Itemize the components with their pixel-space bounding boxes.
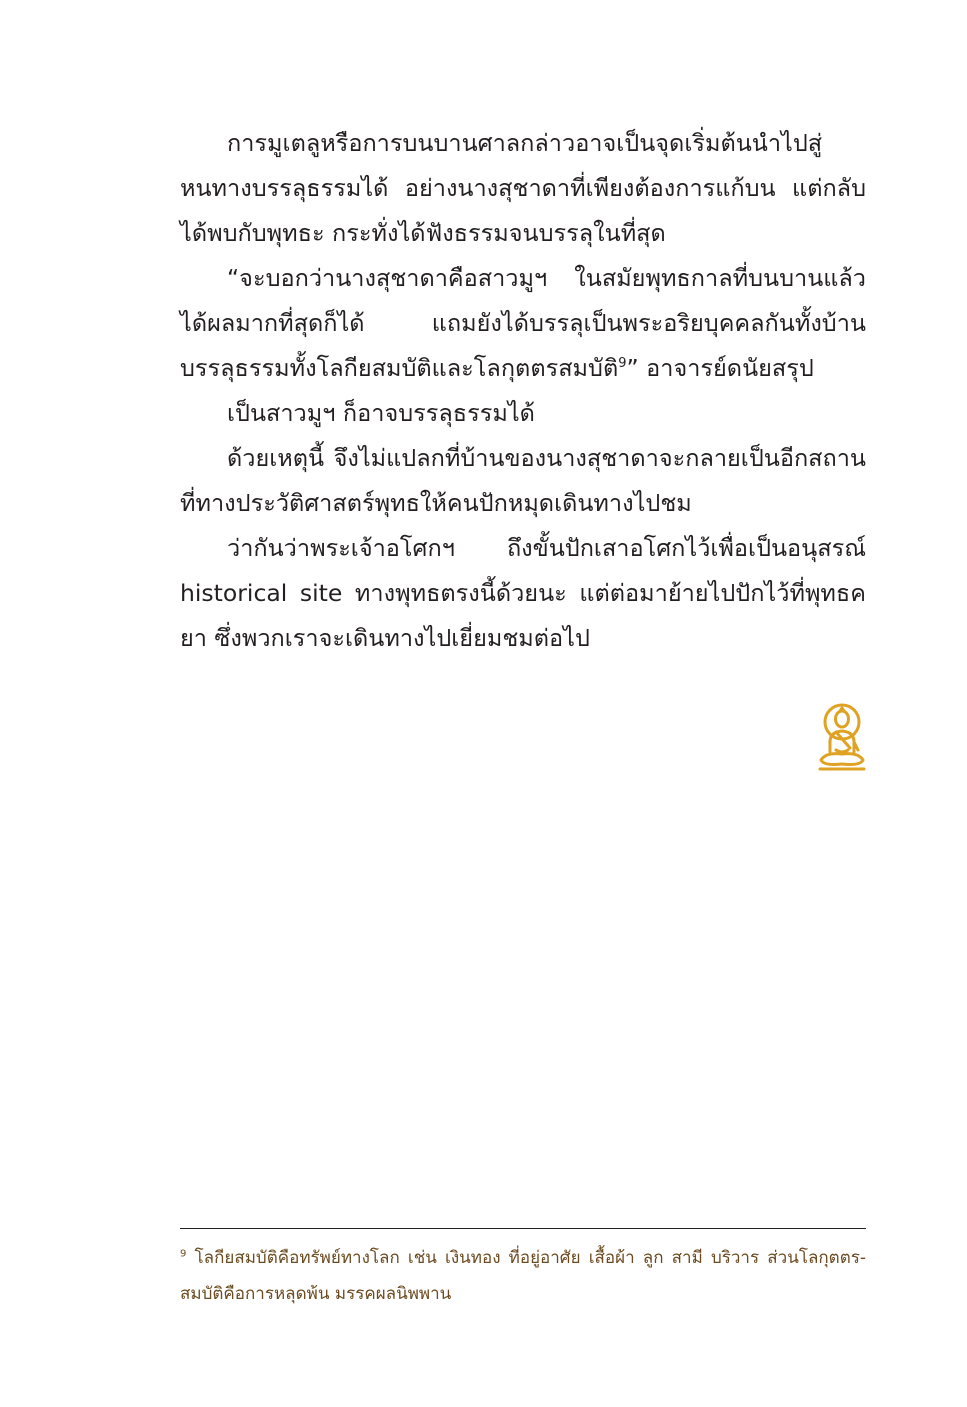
footnote-text: โลกียสมบัติคือทรัพย์ทางโลก เช่น เงินทอง ที่อยู่อาศัย เสื้อผ้า ลูก สามี บริวาร ส่วนโลกุตตร-สมบัติคือการหลุดพ้น มรรคผลนิพพาน: [180, 1248, 866, 1304]
footnote: [180, 1240, 866, 1312]
footnote-reference: 9: [618, 356, 627, 372]
footnote-number: 9: [180, 1248, 187, 1260]
seated-buddha-icon: [816, 702, 868, 772]
paragraph-5: ว่ากันว่าพระเจ้าอโศกฯ ถึงขั้นปักเสาอโศกไว้เพื่อเป็นอนุสรณ์ historical site ทางพุทธตรงนี้ด้วยนะ แต่ต่อมาย้ายไปปักไว้ที่พุทธคยา ซึ่งพวกเราจะเดินทางไปเยี่ยมชมต่อไป: [180, 534, 866, 652]
paragraph-3: เป็นสาวมูฯ ก็อาจบรรลุธรรมได้: [227, 399, 535, 427]
paragraph-4: ด้วยเหตุนี้ จึงไม่แปลกที่บ้านของนางสุชาดาจะกลายเป็นอีกสถานที่ทางประวัติศาสตร์พุทธให้คนปักหมุดเดินทางไปชม: [180, 444, 866, 517]
paragraph-1: การมูเตลูหรือการบนบานศาลกล่าวอาจเป็นจุดเริ่มต้นนำไปสู่หนทางบรรลุธรรมได้ อย่างนางสุชาดาที่เพียงต้องการแก้บน แต่กลับได้พบกับพุทธะ กระทั่งได้ฟังธรรมจนบรรลุในที่สุด: [180, 129, 866, 247]
body-text: [180, 121, 866, 661]
paragraph-2-quote: “จะบอกว่านางสุชาดาคือสาวมูฯ ในสมัยพุทธกาลที่บนบานแล้วได้ผลมากที่สุดก็ได้ แถมยังได้บรรลุเป็นพระอริยบุคคลกันทั้งบ้าน บรรลุธรรมทั้งโลกียสมบัติและโลกุตตรสมบัติ$^9$” อาจารย์ดนัยสรุป: [180, 264, 866, 382]
footnote-divider: [180, 1228, 866, 1229]
